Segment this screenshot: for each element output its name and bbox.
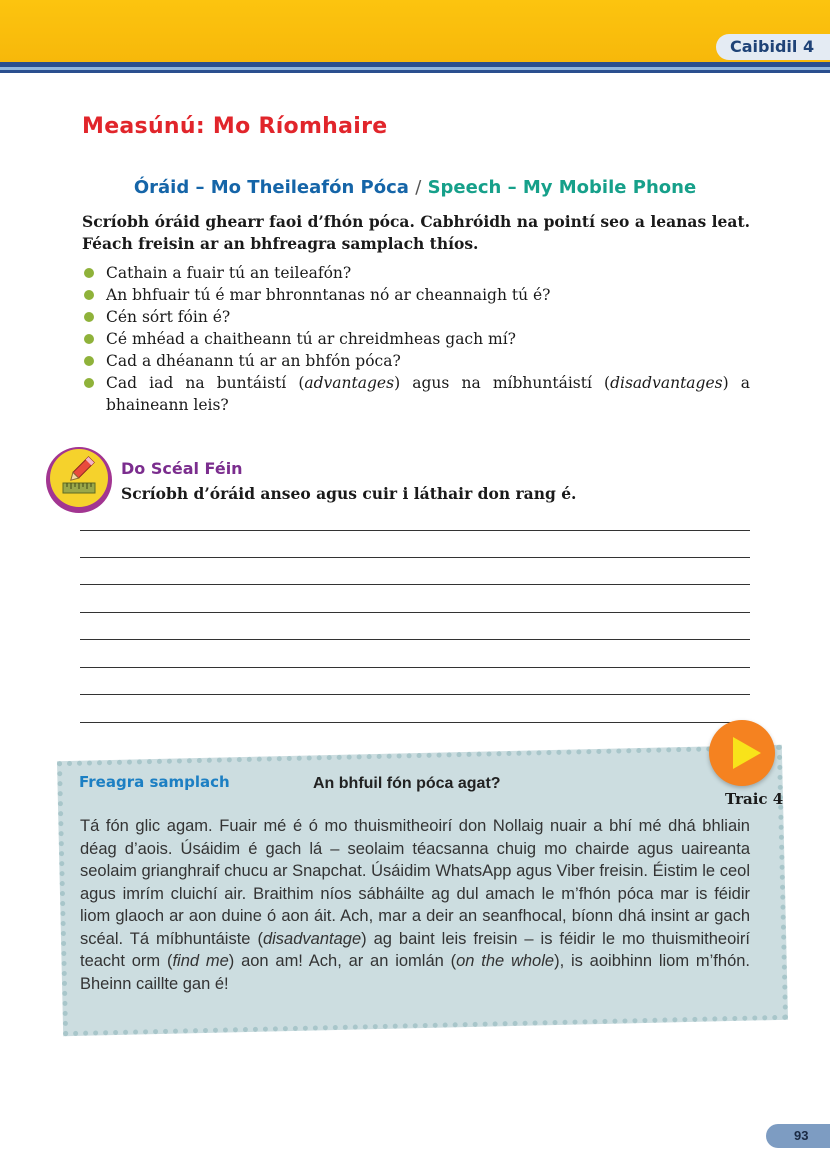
writing-line [80,584,750,585]
question-text: Cathain a fuair tú an teileafón? [106,264,352,282]
question-text-italic: disadvantages [610,374,723,392]
instructions: Scríobh óráid ghearr faoi d’fhón póca. Cabhróidh na pointí seo a leanas leat. Féach freisin ar an bhfreagra samplach thíos. [82,212,750,253]
sample-text-italic: disadvantage [262,929,362,948]
page-number: 93 [766,1124,830,1148]
icon-badge [50,449,108,507]
list-item [82,372,750,416]
page-title: Measúnú: Mo Ríomhaire [82,114,388,139]
sample-text-part: Tá fón glic agam. Fuair mé é ó mo thuismitheoirí don Nollaig nuair a bhí mé dhá bhliain déag d’aois. Úsáidim é gach lá – seolaim téacsanna chuig mo chairde agus uaireanta seolaim grianghraif chucu ar Snapchat. Úsáidim WhatsApp agus Viber freisin. Éistim le ceol agus imrím cluichí air. Braithim níos sábháilte ag dul amach le m’fhón póca mar is féidir liom glaoch ar aon duine ó aon áit. Ach, mar a deir an seanfhocal, bíonn dhá insint ar gach scéal. Tá míbhuntáiste ( [80,817,750,948]
header-stripe [0,70,830,73]
bullet-icon [84,356,94,366]
question-list [82,262,750,416]
question-text-italic: advantages [304,374,395,392]
question-text: Cad iad na buntáistí ( [106,374,305,392]
list-item [82,328,750,350]
play-triangle [709,720,775,786]
chapter-tab: Caibidil 4 [716,34,830,60]
bullet-icon [84,290,94,300]
list-item [82,350,750,372]
list-item [82,262,750,284]
sample-text-part: ), is aoibhinn liom m’fhón. Bheinn caillte gan é! [80,952,751,993]
question-text: Cé mhéad a chaitheann tú ar chreidmheas gach mí? [106,330,516,348]
question-text: ) a bhaineann leis? [106,374,751,414]
track-label: Traic 4 [725,790,784,808]
writing-line [80,694,750,695]
bullet-icon [84,378,94,388]
list-item [82,306,750,328]
header-band [0,0,830,62]
sample-question: An bhfuil fón póca agat? [313,775,501,792]
speech-heading-irish: Óráid – Mo Theileafón Póca [133,177,409,198]
speech-heading [0,177,830,198]
bullet-icon [84,268,94,278]
question-text: Cén sórt fóin é? [106,308,231,326]
bullet-icon [84,334,94,344]
activity-instruction: Scríobh d’óráid anseo agus cuir i láthair don rang é. [121,484,577,503]
question-text: An bhfuair tú é mar bhronntanas nó ar cheannaigh tú é? [106,286,551,304]
sample-text-part: ) ag baint leis freisin – is féidir le mo thuismitheoirí teacht orm ( [80,929,751,970]
writing-line [80,612,750,613]
writing-line [80,667,750,668]
play-icon[interactable] [709,720,775,786]
list-item [82,284,750,306]
question-text: Cad a dhéanann tú ar an bhfón póca? [106,352,401,370]
writing-line [80,530,750,531]
sample-text-part: ) aon am! Ach, ar an iomlán ( [228,952,457,970]
writing-line [80,557,750,558]
writing-line [80,639,750,640]
activity-title: Do Scéal Féin [121,459,243,478]
speech-heading-separator: / [415,177,422,198]
sample-text-italic: on the whole [456,952,555,970]
sample-text-italic: find me [172,952,229,970]
writing-line [80,722,750,723]
pencil-ruler-graphic [50,449,108,507]
pencil-ruler-icon [46,447,112,513]
sample-text [80,815,750,995]
sample-label: Freagra samplach [79,773,230,791]
speech-heading-english: Speech – My Mobile Phone [427,177,697,198]
question-text: ) agus na míbhuntáistí ( [394,374,611,392]
bullet-icon [84,312,94,322]
